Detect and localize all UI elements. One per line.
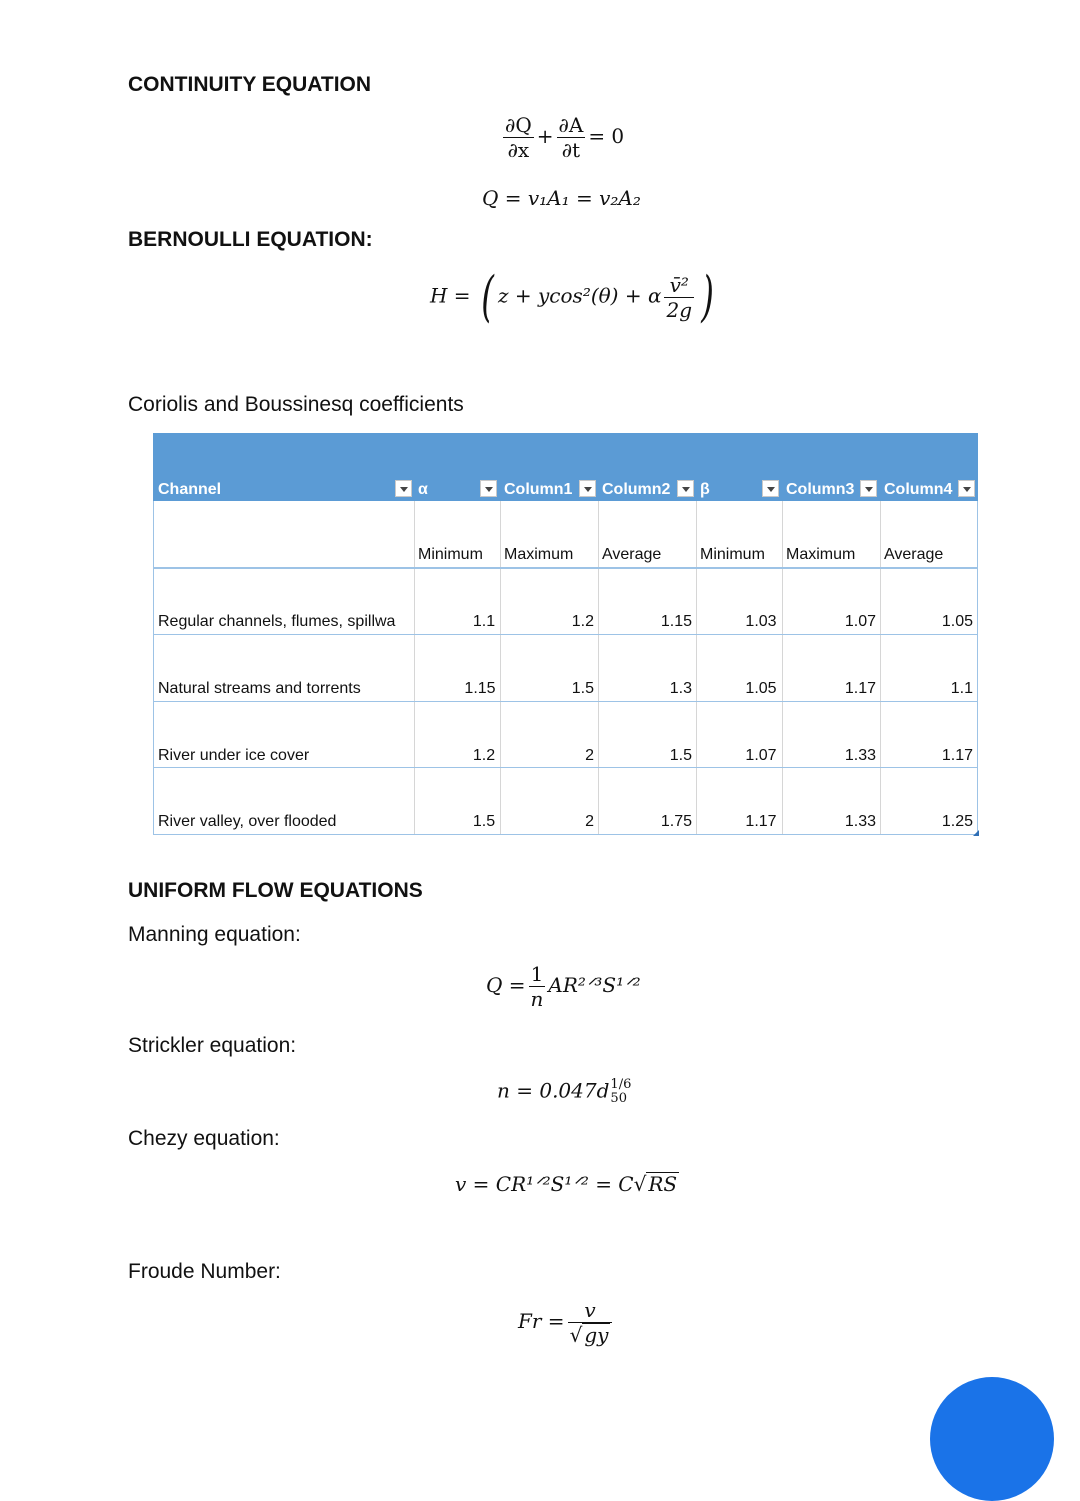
froude-root: gy (584, 1323, 609, 1347)
filter-dropdown-beta[interactable] (762, 480, 779, 497)
table-row-channel: Natural streams and torrents (158, 680, 361, 697)
table-cell-beta-min: 1.05 (745, 680, 777, 697)
column-divider (414, 501, 415, 835)
table-cell-beta-max: 1.33 (844, 747, 876, 764)
strickler-superscript: 1/6 (610, 1077, 632, 1092)
table-cell-alpha-min: 1.2 (472, 747, 496, 764)
table-cell-beta-min: 1.03 (745, 613, 777, 630)
column-divider (782, 501, 783, 835)
filter-dropdown-channel[interactable] (395, 480, 412, 497)
da-dt-fraction (557, 113, 586, 162)
equals-zero: = 0 (588, 124, 625, 148)
bernoulli-body: z + ycos²(θ) + α (498, 283, 662, 308)
filter-dropdown-column1[interactable] (579, 480, 596, 497)
table-cell-alpha-max: 2 (585, 813, 594, 830)
row-divider (153, 567, 978, 569)
strickler-label: Strickler equation: (128, 1034, 297, 1057)
velocity-denominator: 2g (666, 297, 692, 322)
velocity-numerator: v̄² (664, 273, 694, 298)
filter-dropdown-column3[interactable] (860, 480, 877, 497)
froude-denominator (568, 1323, 613, 1347)
table-cell-alpha-min: 1.15 (464, 680, 496, 697)
table-row-channel: Regular channels, flumes, spillwa (158, 613, 396, 630)
subheader-alpha-min: Minimum (418, 546, 483, 563)
table-cell-beta-min: 1.17 (745, 813, 777, 830)
filter-dropdown-column2[interactable] (677, 480, 694, 497)
table-row-channel: River under ice cover (158, 747, 310, 764)
manning-equation (486, 962, 641, 1011)
continuity-heading: CONTINUITY EQUATION (128, 73, 372, 96)
table-resize-handle[interactable] (973, 830, 979, 836)
froude-equation (518, 1298, 615, 1347)
subheader-beta-avg: Average (884, 546, 944, 563)
row-divider (153, 701, 978, 702)
header-column4: Column4 (884, 481, 953, 498)
table-cell-beta-max: 1.07 (844, 613, 876, 630)
table-cell-alpha-avg: 1.75 (660, 813, 692, 830)
row-divider (153, 834, 978, 835)
flow-rate-equation: Q = v₁A₁ = v₂A₂ (482, 186, 641, 210)
froude-fraction (568, 1298, 613, 1347)
column-divider (500, 501, 501, 835)
table-cell-alpha-max: 2 (585, 747, 594, 764)
filter-dropdown-column4[interactable] (958, 480, 975, 497)
table-row-channel: River valley, over flooded (158, 813, 337, 830)
header-column3: Column3 (786, 481, 855, 498)
bernoulli-heading: BERNOULLI EQUATION: (128, 228, 373, 251)
subheader-beta-max: Maximum (786, 546, 856, 563)
header-column2: Column2 (602, 481, 671, 498)
column-divider (880, 501, 881, 835)
column-divider (696, 501, 697, 835)
table-cell-beta-avg: 1.05 (941, 613, 973, 630)
froude-numerator: v (568, 1298, 613, 1323)
table-cell-beta-avg: 1.25 (941, 813, 973, 830)
chezy-root: RS (648, 1172, 678, 1196)
header-column1: Column1 (504, 481, 573, 498)
right-paren: ) (701, 265, 714, 328)
chezy-equation (455, 1172, 679, 1196)
table-cell-beta-max: 1.33 (844, 813, 876, 830)
table-cell-alpha-min: 1.1 (472, 613, 496, 630)
uniform-flow-heading: UNIFORM FLOW EQUATIONS (128, 879, 423, 902)
table-cell-beta-min: 1.07 (745, 747, 777, 764)
dt-denominator: ∂t (561, 138, 581, 162)
row-divider (153, 634, 978, 635)
left-paren: ( (481, 265, 494, 328)
subheader-beta-min: Minimum (700, 546, 765, 563)
manning-rhs: AR²ᐟ³S¹ᐟ² (548, 973, 641, 997)
table-cell-alpha-avg: 1.3 (669, 680, 692, 697)
strickler-subscript: 50 (610, 1091, 627, 1106)
header-channel: Channel (158, 481, 222, 498)
dq-dx-fraction (503, 113, 534, 162)
table-cell-alpha-min: 1.5 (472, 813, 496, 830)
manning-label: Manning equation: (128, 923, 301, 946)
table-cell-alpha-max: 1.5 (571, 680, 594, 697)
table-cell-beta-avg: 1.1 (950, 680, 973, 697)
table-cell-beta-max: 1.17 (844, 680, 876, 697)
table-cell-alpha-avg: 1.5 (669, 747, 692, 764)
table-cell-alpha-max: 1.2 (571, 613, 594, 630)
header-alpha: α (418, 481, 428, 498)
table-left-edge (153, 501, 154, 835)
manning-lhs: Q = (486, 973, 526, 997)
dx-denominator: ∂x (507, 138, 530, 162)
manning-numerator: 1 (529, 962, 546, 987)
da-numerator: ∂A (558, 113, 584, 137)
table-right-edge (977, 501, 978, 835)
floating-action-button[interactable] (930, 1377, 1054, 1501)
manning-fraction (529, 962, 546, 1011)
filter-dropdown-alpha[interactable] (480, 480, 497, 497)
froude-lhs: Fr = (518, 1309, 565, 1333)
subheader-alpha-avg: Average (602, 546, 662, 563)
table-cell-alpha-avg: 1.15 (660, 613, 692, 630)
strickler-lhs: n = 0.047d (497, 1078, 610, 1103)
bernoulli-equation (430, 265, 718, 328)
plus-sign: + (536, 124, 554, 148)
coefficients-table (153, 433, 978, 835)
chezy-label: Chezy equation: (128, 1127, 280, 1150)
chezy-lhs: v = CR¹ᐟ²S¹ᐟ² = C (455, 1172, 634, 1196)
froude-label: Froude Number: (128, 1260, 281, 1283)
strickler-scripts (610, 1078, 631, 1106)
coefficients-label: Coriolis and Boussinesq coefficients (128, 393, 464, 416)
row-divider (153, 767, 978, 768)
velocity-head-fraction (664, 273, 694, 322)
header-beta: β (700, 481, 710, 498)
subheader-channel (157, 544, 411, 566)
table-cell-beta-avg: 1.17 (941, 747, 973, 764)
sqrt-sign: √ (633, 1172, 647, 1196)
sqrt-sign: √ (569, 1323, 583, 1347)
strickler-equation (497, 1078, 631, 1106)
column-divider (598, 501, 599, 835)
manning-denominator: n (530, 987, 544, 1011)
bernoulli-lhs: H = (430, 283, 471, 308)
subheader-alpha-max: Maximum (504, 546, 574, 563)
continuity-equation (500, 113, 624, 162)
dq-numerator: ∂Q (505, 113, 532, 137)
